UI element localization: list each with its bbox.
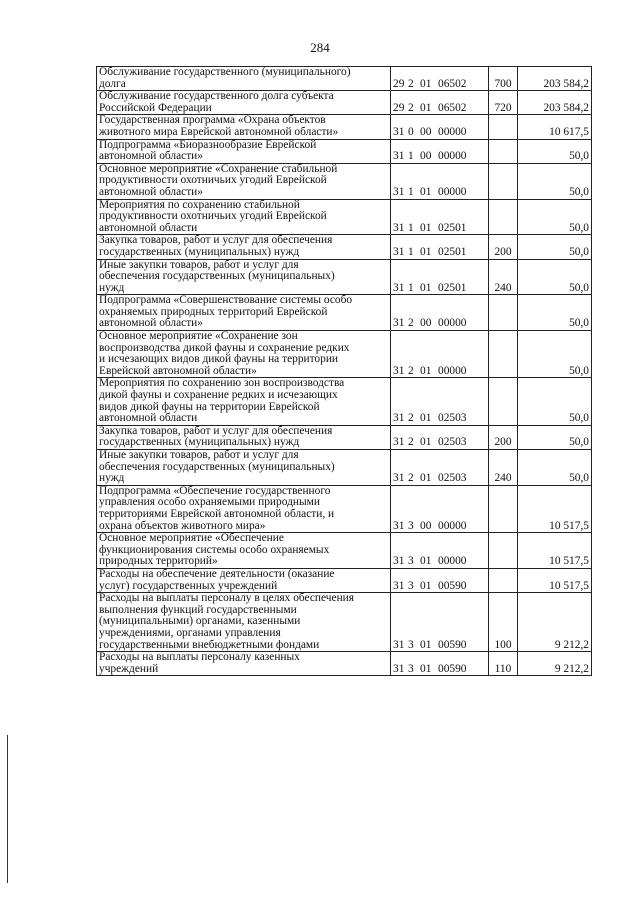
table-row: [97, 67, 592, 91]
code-part: 01: [420, 245, 432, 258]
code-part: 2: [408, 77, 414, 90]
code-part: 3: [408, 555, 414, 568]
expense-type-cell: 110: [489, 652, 518, 676]
code-part: 2: [408, 364, 414, 377]
target-article-code-cell: [391, 235, 489, 259]
code-part: 29: [393, 101, 405, 114]
code-part: 01: [420, 662, 432, 675]
code-part: 06502: [438, 77, 467, 90]
code-part: 02501: [438, 221, 467, 234]
expense-type-cell: 100: [489, 593, 518, 652]
expense-name-cell: Подпрограмма «Биоразнообразие Еврейской автономной области»: [97, 139, 391, 163]
code-part: 00000: [438, 185, 467, 198]
table-row: [97, 139, 592, 163]
amount-cell: 50,0: [518, 450, 592, 486]
target-article-code-cell: [391, 163, 489, 199]
code-part: 00000: [438, 317, 467, 330]
code-part: 01: [420, 412, 432, 425]
target-article-code-cell: [391, 115, 489, 139]
code-part: 31: [393, 150, 405, 163]
code-part: 31: [393, 412, 405, 425]
expense-name-cell: Расходы на обеспечение деятельности (оказание услуг) государственных учреждений: [97, 568, 391, 592]
expense-name-cell: Расходы на выплаты персоналу казенных учреждений: [97, 652, 391, 676]
code-part: 31: [393, 638, 405, 651]
code-part: 01: [420, 436, 432, 449]
expense-name-cell: Мероприятия по сохранению зон воспроизводства дикой фауны и сохранение редких и исчезающих видов дикой фауны на территории Еврейской автономной области: [97, 378, 391, 425]
code-part: 00000: [438, 519, 467, 532]
amount-cell: 50,0: [518, 199, 592, 235]
margin-line: [7, 735, 8, 883]
code-part: 02503: [438, 412, 467, 425]
table-row: [97, 593, 592, 652]
code-part: 02501: [438, 245, 467, 258]
code-part: 3: [408, 579, 414, 592]
expense-name-cell: Иные закупки товаров, работ и услуг для обеспечения государственных (муниципальных) нужд: [97, 259, 391, 295]
table-row: [97, 259, 592, 295]
code-part: 31: [393, 519, 405, 532]
expense-name-cell: Расходы на выплаты персоналу в целях обеспечения выполнения функций государственными (муниципальными) органами, казенными учреждениями, органами управления государственными внебюджетными фондами: [97, 593, 391, 652]
code-part: 00000: [438, 555, 467, 568]
target-article-code-cell: [391, 593, 489, 652]
code-part: 00590: [438, 579, 467, 592]
expense-name-cell: Обслуживание государственного (муниципального) долга: [97, 67, 391, 91]
target-article-code-cell: [391, 425, 489, 449]
expense-type-cell: 700: [489, 67, 518, 91]
expense-type-cell: [489, 295, 518, 331]
code-part: 01: [420, 77, 432, 90]
code-part: 01: [420, 221, 432, 234]
table-row: [97, 652, 592, 676]
expense-type-cell: [489, 533, 518, 569]
expense-type-cell: [489, 139, 518, 163]
expense-type-cell: [489, 163, 518, 199]
table-row: [97, 163, 592, 199]
code-part: 31: [393, 555, 405, 568]
expense-name-cell: Подпрограмма «Совершенствование системы особо охраняемых природных территорий Еврейской автономной области»: [97, 295, 391, 331]
code-part: 1: [408, 281, 414, 294]
expense-type-cell: 720: [489, 91, 518, 115]
expense-type-cell: 240: [489, 259, 518, 295]
code-part: 00: [420, 150, 432, 163]
target-article-code-cell: [391, 568, 489, 592]
code-part: 3: [408, 638, 414, 651]
code-part: 00: [420, 519, 432, 532]
table-row: [97, 485, 592, 532]
code-part: 2: [408, 317, 414, 330]
amount-cell: 50,0: [518, 425, 592, 449]
table-row: [97, 91, 592, 115]
code-part: 31: [393, 125, 405, 138]
target-article-code-cell: [391, 139, 489, 163]
code-part: 29: [393, 77, 405, 90]
code-part: 00000: [438, 125, 467, 138]
target-article-code-cell: [391, 331, 489, 378]
amount-cell: 50,0: [518, 235, 592, 259]
amount-cell: 203 584,2: [518, 67, 592, 91]
code-part: 1: [408, 150, 414, 163]
expense-type-cell: [489, 378, 518, 425]
code-part: 31: [393, 185, 405, 198]
target-article-code-cell: [391, 450, 489, 486]
expense-name-cell: Закупка товаров, работ и услуг для обеспечения государственных (муниципальных) нужд: [97, 425, 391, 449]
expense-name-cell: Основное мероприятие «Обеспечение функционирования системы особо охраняемых природных территорий»: [97, 533, 391, 569]
expense-name-cell: Закупка товаров, работ и услуг для обеспечения государственных (муниципальных) нужд: [97, 235, 391, 259]
code-part: 31: [393, 221, 405, 234]
code-part: 0: [408, 125, 414, 138]
table-row: [97, 568, 592, 592]
amount-cell: 9 212,2: [518, 593, 592, 652]
code-part: 31: [393, 364, 405, 377]
code-part: 02501: [438, 281, 467, 294]
code-part: 1: [408, 221, 414, 234]
table-row: [97, 533, 592, 569]
amount-cell: 50,0: [518, 295, 592, 331]
expense-type-cell: [489, 199, 518, 235]
target-article-code-cell: [391, 533, 489, 569]
target-article-code-cell: [391, 485, 489, 532]
table-row: [97, 115, 592, 139]
amount-cell: 50,0: [518, 378, 592, 425]
amount-cell: 203 584,2: [518, 91, 592, 115]
expense-name-cell: Основное мероприятие «Сохранение зон воспроизводства дикой фауны и сохранение редких и исчезающих видов дикой фауны на территории Еврейской автономной области»: [97, 331, 391, 378]
code-part: 01: [420, 364, 432, 377]
expense-name-cell: Иные закупки товаров, работ и услуг для обеспечения государственных (муниципальных) нужд: [97, 450, 391, 486]
code-part: 01: [420, 472, 432, 485]
code-part: 00590: [438, 662, 467, 675]
amount-cell: 10 517,5: [518, 533, 592, 569]
expense-name-cell: Подпрограмма «Обеспечение государственного управления особо охраняемыми природными территориями Еврейской автономной области, и охрана объектов животного мира»: [97, 485, 391, 532]
code-part: 00000: [438, 150, 467, 163]
target-article-code-cell: [391, 259, 489, 295]
code-part: 2: [408, 101, 414, 114]
expense-type-cell: 200: [489, 425, 518, 449]
expense-type-cell: [489, 331, 518, 378]
expense-type-cell: [489, 568, 518, 592]
code-part: 01: [420, 101, 432, 114]
expense-type-cell: 200: [489, 235, 518, 259]
table-row: [97, 378, 592, 425]
code-part: 31: [393, 579, 405, 592]
expense-type-cell: [489, 115, 518, 139]
code-part: 01: [420, 185, 432, 198]
code-part: 31: [393, 662, 405, 675]
expense-type-cell: 240: [489, 450, 518, 486]
target-article-code-cell: [391, 67, 489, 91]
code-part: 01: [420, 579, 432, 592]
table-row: [97, 450, 592, 486]
code-part: 31: [393, 317, 405, 330]
table-row: [97, 199, 592, 235]
code-part: 06502: [438, 101, 467, 114]
amount-cell: 50,0: [518, 139, 592, 163]
expense-name-cell: Основное мероприятие «Сохранение стабильной продуктивности охотничьих угодий Еврейской автономной области»: [97, 163, 391, 199]
amount-cell: 9 212,2: [518, 652, 592, 676]
code-part: 3: [408, 662, 414, 675]
target-article-code-cell: [391, 91, 489, 115]
table-row: [97, 295, 592, 331]
code-part: 01: [420, 281, 432, 294]
table-row: [97, 331, 592, 378]
code-part: 31: [393, 472, 405, 485]
code-part: 00000: [438, 364, 467, 377]
code-part: 31: [393, 281, 405, 294]
code-part: 1: [408, 245, 414, 258]
target-article-code-cell: [391, 652, 489, 676]
amount-cell: 50,0: [518, 163, 592, 199]
code-part: 1: [408, 185, 414, 198]
table-row: [97, 425, 592, 449]
expense-type-cell: [489, 485, 518, 532]
code-part: 31: [393, 245, 405, 258]
code-part: 02503: [438, 436, 467, 449]
code-part: 00590: [438, 638, 467, 651]
table-row: [97, 235, 592, 259]
code-part: 01: [420, 638, 432, 651]
code-part: 02503: [438, 472, 467, 485]
amount-cell: 50,0: [518, 259, 592, 295]
code-part: 2: [408, 472, 414, 485]
page-number: 284: [310, 40, 330, 55]
code-part: 00: [420, 317, 432, 330]
amount-cell: 10 617,5: [518, 115, 592, 139]
code-part: 3: [408, 519, 414, 532]
expense-name-cell: Обслуживание государственного долга субъекта Российской Федерации: [97, 91, 391, 115]
expense-name-cell: Мероприятия по сохранению стабильной продуктивности охотничьих угодий Еврейской автономной области: [97, 199, 391, 235]
code-part: 00: [420, 125, 432, 138]
budget-table: [96, 66, 592, 676]
target-article-code-cell: [391, 199, 489, 235]
expense-name-cell: Государственная программа «Охрана объектов животного мира Еврейской автономной области»: [97, 115, 391, 139]
code-part: 01: [420, 555, 432, 568]
code-part: 31: [393, 436, 405, 449]
code-part: 2: [408, 436, 414, 449]
target-article-code-cell: [391, 378, 489, 425]
amount-cell: 50,0: [518, 331, 592, 378]
target-article-code-cell: [391, 295, 489, 331]
code-part: 2: [408, 412, 414, 425]
amount-cell: 10 517,5: [518, 485, 592, 532]
amount-cell: 10 517,5: [518, 568, 592, 592]
